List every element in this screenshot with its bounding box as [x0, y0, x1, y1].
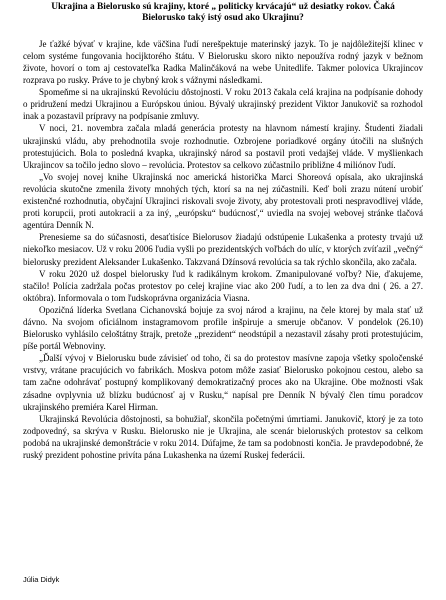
paragraph: Prenesieme sa do súčasnosti, desaťtisíce Bielorusov žiadajú odstúpenie Lukašenka a protesty trvajú už niekoľko mesiacov. Už v roku 2006 ľudia vyšli po prezidentských voľbách do ulíc, v ktorých zvíťazil „večný“ bielorusky prezident Aleksander Lukašenko. Takzvaná Džínsová revolúcia sa tak rýchlo skončila, ako začala. [23, 232, 423, 267]
article-title: Ukrajina a Bielorusko sú krajiny, ktoré „ politicky krvácajú“ už desiatky rokov. Čaká Bielorusko taký istý osud ako Ukrajinu? [51, 2, 395, 24]
paragraph: Ukrajinská Revolúcia dôstojnosti, sa bohužiaľ, skončila početnými úmrtiami. Janukovič, ktorý je za toto zodpovedný, sa skrýva v Rusku. Bielorusko nie je Ukrajina, ale scenár bieloruských protestov sa celkom podobá na ukrajinské demonštrácie v roku 2014. Dúfajme, že tam sa podobnosti končia. Je pravdepodobné, že ruský prezident pohostine privíta pána Lukashenka na území Ruskej federácii. [23, 413, 423, 460]
paragraph: V roku 2020 už dospel bielorusky ľud k radikálnym krokom. Zmanipulované voľby? Nie, ďakujeme, stačilo! Polícia zadržala počas protestov po celej krajine viac ako 200 ľudí, a to len za dva dni ( 26. a 27. októbra). Informovala o tom ľudskoprávna organizácia Viasna. [23, 268, 423, 303]
paragraph: Opozičná líderka Svetlana Cichanovská bojuje za svoj národ a krajinu, na čele ktorej by mala stať už dávno. Na svojom oficiálnom instagramovom profile inšpiruje a smeruje občanov. V pondelok (26.10) Bielorusko vyhlásilo celoštátny štrajk, pretože „prezident“ neodstúpil a nezastavil zásahy proti protestujúcim, píše portál Webnoviny. [23, 304, 423, 352]
paragraph: Spomeňme si na ukrajinskú Revolúciu dôstojnosti. V roku 2013 čakala celá krajina na podpísanie dohody o pridružení medzi Ukrajinou a Európskou úniou. Bývalý ukrajinský prezident Viktor Janukovič sa rozhodol inak a pozastavil prípravy na podpísanie zmluvy. [23, 87, 423, 122]
article [23, 2, 423, 461]
paragraph: „Vo svojej novej knihe Ukrajinská noc americká historička Marci Shoreová opísala, ako ukrajinská revolúcia skutočne zmenila životy mnohých tých, ktorí sa na nej zúčastnili. Keď boli zrazu nútení urobiť existenčné rozhodnutia, obyčajní Ukrajinci riskovali svoje životy, aby protestovali proti nespravodlivej vláde, proti korupcii, proti autokracii a za iný, „európsku“ budúcnosť,“ uviedla na svojej webovej stránke tlačová agentúra Denník N. [23, 171, 423, 231]
author-signature: Júlia Didyk [23, 575, 60, 584]
paragraph: V noci, 21. novembra začala mladá generácia protesty na hlavnom námestí krajiny. Študenti žiadali ukrajinskú vládu, aby prehodnotila svoje rozhodnutie. Ozbrojene poriadkové orgány útočili na slušných protestujúcich. Bola to posledná kvapka, ukrajinský národ sa postavil proti vedajšej vláde. V myšlienkach Ukrajincov sa točilo jedno slovo – revolúcia. Protestov sa celkovo zúčastnilo približne 4 miliónov ľudí. [23, 123, 423, 170]
paragraph: „Ďalší vývoj v Bielorusku bude závisieť od toho, či sa do protestov masívne zapoja všetky spoločenské vrstvy, vrátane pracujúcich vo fabrikách. Moskva potom môže zasiať Bielorusko pokojnou cestou, alebo sa tam začne odohrávať postupný komplikovaný demokratizačný proces ako na Ukrajine. Obe možnosti však zásadne ovplyvnia už blízku budúcnosť aj v Rusku,“ napísal pre Denník N bývalý člen tímu poradcov ukrajinského premiéra Karel Hirman. [23, 353, 423, 412]
paragraph: Je ťažké bývať v krajine, kde väčšina ľudí nerešpektuje materinský jazyk. To je najdôležitejší klinec v celom systéme fungovania hocijktorého štátu. V Bielorusku skoro nikto nepoužíva rodný jazyk v bežnom živote, hovorí o tom aj cestovateľka Radka Malinčáková na webe Unitedlife. Takmer polovica Ukrajincov rozprava po rusky. Práve to je chybný krok s vážnymi následkami. [23, 38, 423, 86]
article-body [23, 38, 423, 461]
